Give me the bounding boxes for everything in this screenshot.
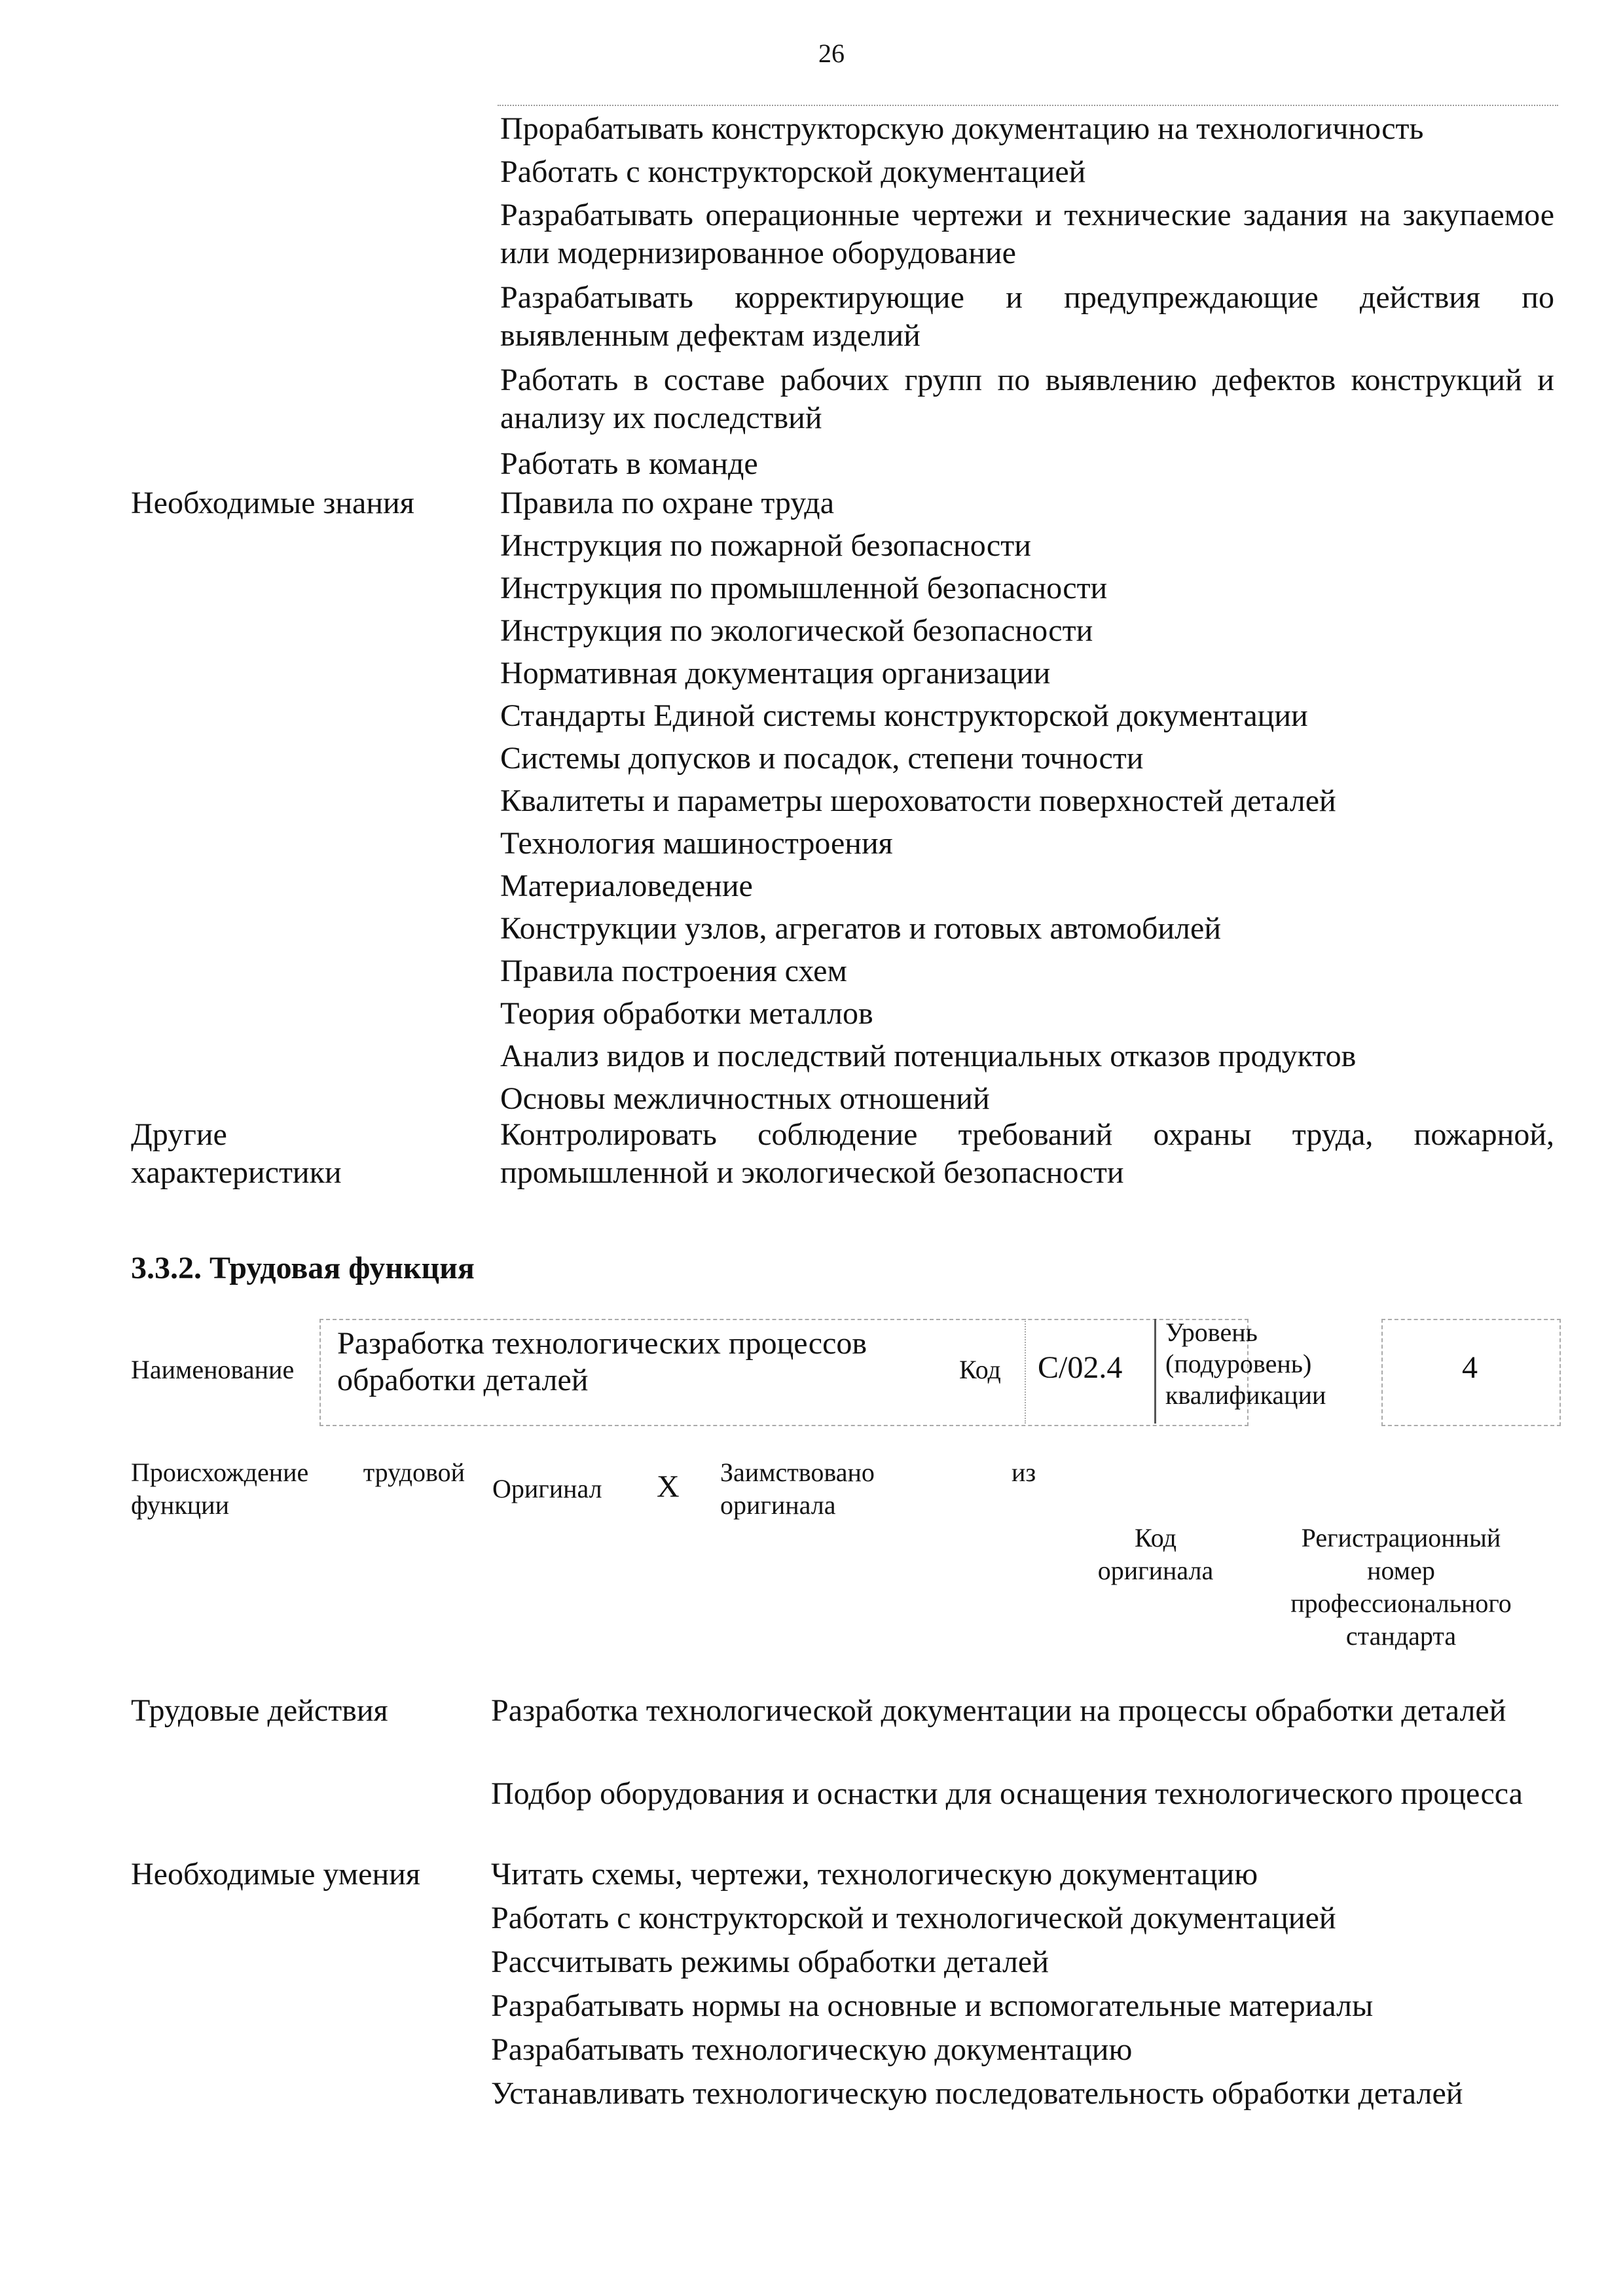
code-value: C/02.4 [1038, 1350, 1123, 1385]
other-label-line: характеристики [131, 1155, 342, 1190]
origin-label [131, 1456, 465, 1522]
code-original [1074, 1522, 1237, 1587]
code-original-line: оригинала [1097, 1556, 1214, 1585]
skill-item: Работать в команде [500, 446, 758, 481]
skill-item: Устанавливать технологическую последовательность обработки деталей [491, 2076, 1463, 2111]
skills-label: Необходимые умения [131, 1857, 420, 1892]
origin-label-word: Происхождение [131, 1458, 309, 1487]
knowledge-item: Правила по охране труда [500, 486, 834, 520]
origin-label-word: функции [131, 1490, 229, 1520]
reg-line: Регистрационный [1301, 1523, 1501, 1552]
level-value: 4 [1462, 1350, 1478, 1385]
borrowed-label [720, 1456, 875, 1522]
original-label: Оригинал [492, 1474, 602, 1503]
other-label [131, 1116, 342, 1192]
function-name-line: обработки деталей [337, 1363, 589, 1397]
level-label [1165, 1317, 1326, 1411]
actions-label: Трудовые действия [131, 1693, 388, 1728]
knowledge-item: Теория обработки металлов [500, 996, 873, 1031]
reg-line: профессионального [1290, 1588, 1512, 1618]
knowledge-item: Конструкции узлов, агрегатов и готовых автомобилей [500, 911, 1221, 946]
skill-item: Прорабатывать конструкторскую документацию на технологичность [500, 111, 1424, 146]
level-label-line: (подуровень) [1165, 1349, 1312, 1378]
skill-item: Работать с конструкторской и технологической документацией [491, 1901, 1336, 1935]
divider [498, 105, 1558, 106]
origin-label-word: трудовой [363, 1458, 465, 1487]
knowledge-item: Анализ видов и последствий потенциальных отказов продуктов [500, 1039, 1357, 1073]
knowledge-item: Правила построения схем [500, 954, 847, 988]
other-text: Контролировать соблюдение требований охраны труда, пожарной, промышленной и экологической безопасности [500, 1117, 1554, 1190]
borrowed-from: из [1012, 1458, 1036, 1487]
code-original-line: Код [1135, 1523, 1176, 1552]
original-mark: X [657, 1469, 680, 1504]
reg-number [1264, 1522, 1539, 1653]
level-label-line: Уровень [1165, 1318, 1258, 1347]
knowledge-item: Квалитеты и параметры шероховатости поверхностей деталей [500, 783, 1336, 818]
code-label: Код [959, 1355, 1001, 1384]
skill-item: Работать в составе рабочих групп по выявлению дефектов конструкций и анализу их последствий [500, 363, 1554, 435]
knowledge-item: Основы межличностных отношений [500, 1081, 990, 1116]
knowledge-label: Необходимые знания [131, 486, 414, 520]
page-number: 26 [818, 39, 845, 68]
skill-item: Читать схемы, чертежи, технологическую документацию [491, 1857, 1258, 1892]
knowledge-item: Инструкция по пожарной безопасности [500, 528, 1031, 563]
level-separator [1154, 1319, 1158, 1424]
skill-item: Разрабатывать операционные чертежи и технические задания на закупаемое или модернизированное оборудование [500, 198, 1554, 270]
knowledge-item: Стандарты Единой системы конструкторской документации [500, 698, 1308, 733]
borrowed-line: оригинала [720, 1490, 836, 1520]
knowledge-item: Инструкция по промышленной безопасности [500, 571, 1108, 605]
skill-item: Разрабатывать нормы на основные и вспомогательные материалы [491, 1988, 1374, 2023]
skill-item: Рассчитывать режимы обработки деталей [491, 1945, 1049, 1979]
skill-item: Разрабатывать корректирующие и предупреждающие действия по выявленным дефектам изделий [500, 280, 1554, 353]
level-label-line: квалификации [1165, 1380, 1326, 1410]
action-item: Разработка технологической документации на процессы обработки деталей [491, 1693, 1506, 1728]
section-title: 3.3.2. Трудовая функция [131, 1251, 475, 1285]
skill-item: Работать с конструкторской документацией [500, 154, 1086, 189]
borrowed-line: Заимствовано [720, 1458, 875, 1487]
knowledge-item: Материаловедение [500, 869, 753, 903]
knowledge-item: Технология машиностроения [500, 826, 893, 861]
knowledge-item: Инструкция по экологической безопасности [500, 613, 1093, 648]
other-label-line: Другие [131, 1117, 227, 1152]
reg-line: стандарта [1345, 1621, 1457, 1651]
code-separator [1025, 1319, 1027, 1424]
knowledge-item: Системы допусков и посадок, степени точности [500, 741, 1144, 776]
function-name [337, 1325, 867, 1399]
skill-item: Разрабатывать технологическую документацию [491, 2032, 1133, 2067]
knowledge-item: Нормативная документация организации [500, 656, 1051, 691]
reg-line: номер [1367, 1556, 1435, 1585]
function-name-line: Разработка технологических процессов [337, 1326, 867, 1361]
action-item: Подбор оборудования и оснастки для оснащения технологического процесса [491, 1776, 1523, 1811]
name-label: Наименование [131, 1355, 295, 1384]
